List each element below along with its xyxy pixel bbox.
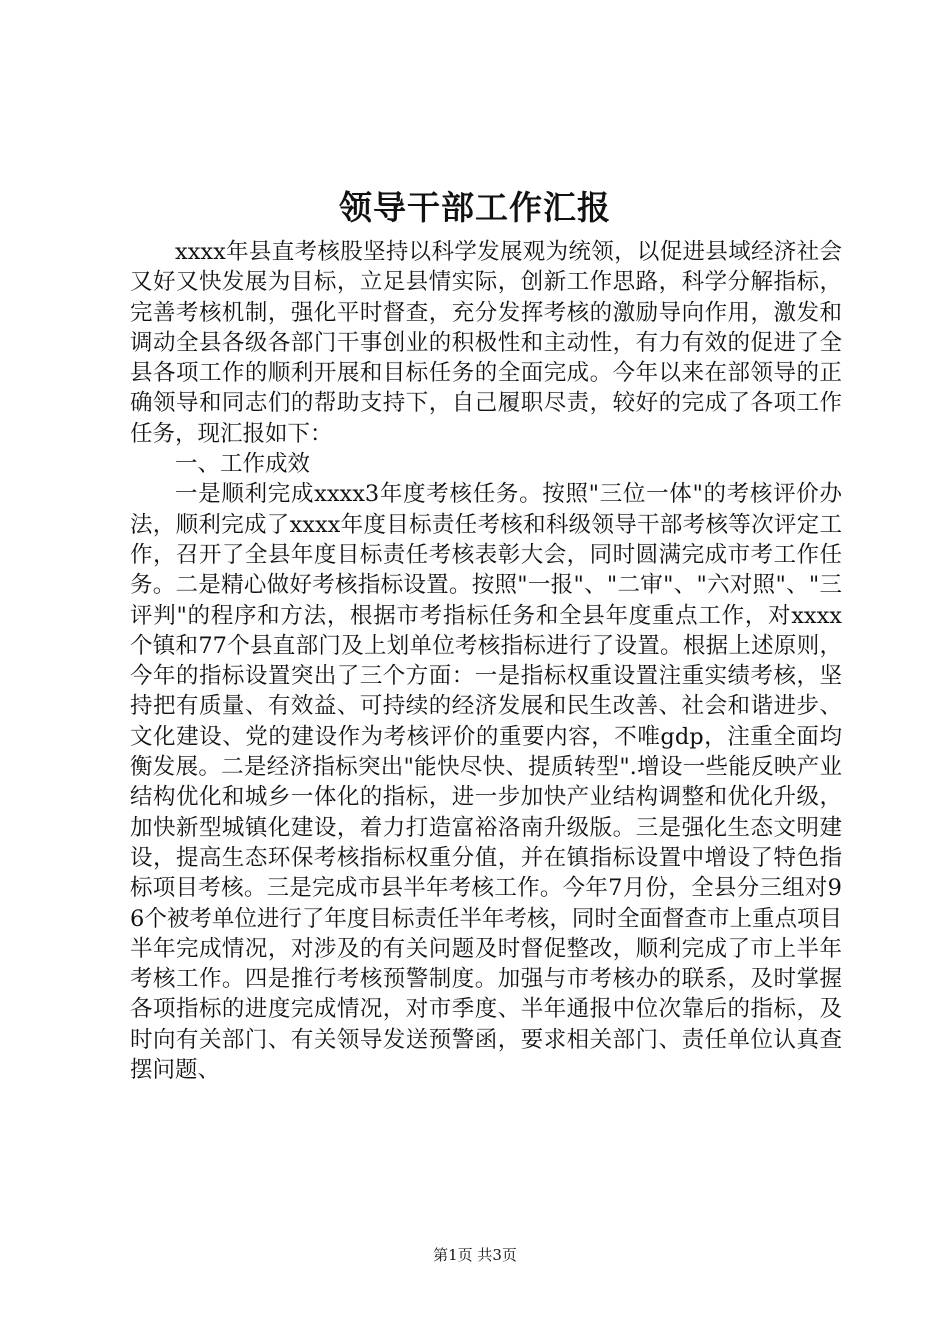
page-number-footer: 第1页 共3页	[433, 1246, 517, 1264]
document-title: 领导干部工作汇报	[339, 188, 611, 227]
results-paragraph: 一是顺利完成xxxx3年度考核任务。按照"三位一体"的考核评价办法，顺利完成了xxxx年度目标责任考核和科级领导干部考核等次评定工作，召开了全县年度目标责任考核表彰大会，同时圆满完成市考工作任务。二是精心做好考核指标设置。按照"一报"、"二审"、"六对照"、"三评判"的程序和方法，根据市考指标任务和全县年度重点工作，对xxxx个镇和77个县直部门及上划单位考核指标进行了设置。根据上述原则，今年的指标设置突出了三个方面：一是指标权重设置注重实绩考核，坚持把有质量、有效益、可持续的经济发展和民生改善、社会和谐进步、文化建设、党的建设作为考核评价的重要内容，不唯gdp，注重全面均衡发展。二是经济指标突出"能快尽快、提质转型".增设一些能反映产业结构优化和城乡一体化的指标，进一步加快产业结构调整和优化升级，加快新型城镇化建设，着力打造富裕洛南升级版。三是强化生态文明建设，提高生态环保考核指标权重分值，并在镇指标设置中增设了特色指标项目考核。三是完成市县半年考核工作。今年7月份，全县分三组对96个被考单位进行了年度目标责任半年考核，同时全面督查市上重点项目半年完成情况，对涉及的有关问题及时督促整改，顺利完成了市上半年考核工作。四是推行考核预警制度。加强与市考核办的联系，及时掌握各项指标的进度完成情况，对市季度、半年通报中位次靠后的指标，及时向有关部门、有关领导发送预警函，要求相关部门、责任单位认真查摆问题、	[130, 481, 842, 1084]
intro-paragraph: xxxx年县直考核股坚持以科学发展观为统领，以促进县域经济社会又好又快发展为目标，立足县情实际，创新工作思路，科学分解指标，完善考核机制，强化平时督查，充分发挥考核的激励导向作用，激发和调动全县各级各部门干事创业的积极性和主动性，有力有效的促进了全县各项工作的顺利开展和目标任务的全面完成。今年以来在部领导的正确领导和同志们的帮助支持下，自己履职尽责，较好的完成了各项工作任务，现汇报如下：	[130, 239, 842, 447]
document-body	[130, 237, 842, 1085]
section-heading: 一、工作成效	[175, 451, 311, 478]
